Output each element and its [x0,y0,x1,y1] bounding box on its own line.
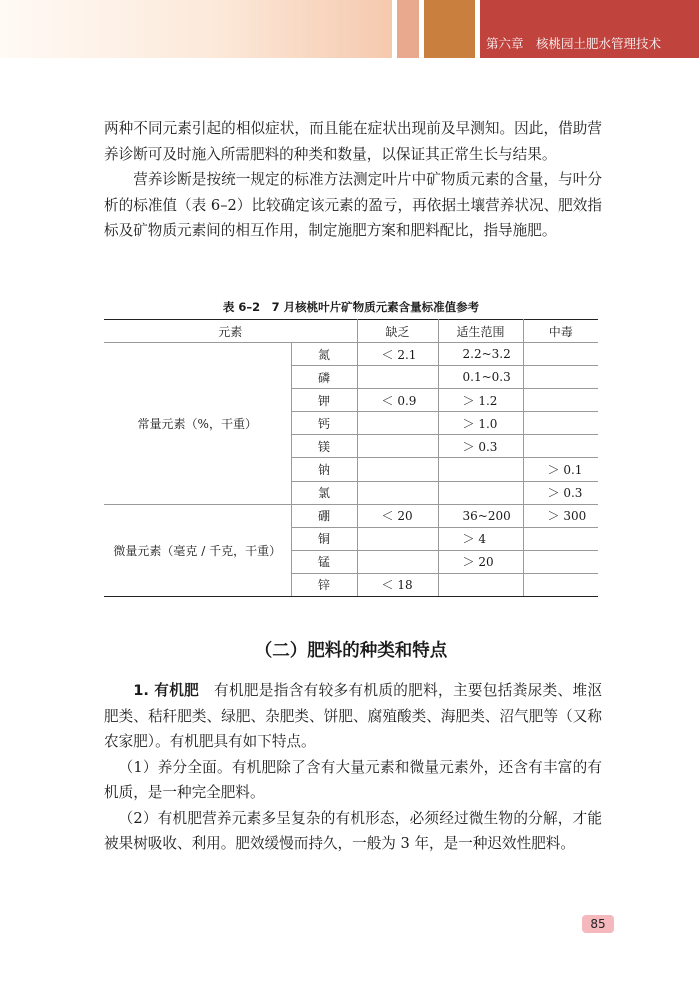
element-cell: 钠 [291,458,357,481]
element-cell: 钾 [291,389,357,412]
deficient-cell [357,412,438,435]
column-header: 元素 [104,320,357,343]
element-cell: 氮 [291,343,357,366]
optimal-cell: 36~200 [438,504,523,527]
category-cell: 微量元素（毫克 / 千克，干重） [104,504,291,596]
deficient-cell [357,366,438,389]
element-cell: 镁 [291,435,357,458]
body-text-top [104,116,602,244]
optimal-cell [438,481,523,504]
deficient-cell [357,458,438,481]
toxic-cell: ＞ 0.3 [523,481,598,504]
element-cell: 铜 [291,527,357,550]
deficient-cell [357,481,438,504]
element-cell: 磷 [291,366,357,389]
deficient-cell [357,527,438,550]
optimal-cell: ＞ 4 [438,527,523,550]
toxic-cell [523,366,598,389]
element-cell: 氯 [291,481,357,504]
header-gradient-band [0,0,392,58]
optimal-cell: ＞ 1.2 [438,389,523,412]
page-header [0,0,699,58]
category-cell: 常量元素（%，干重） [104,343,291,505]
toxic-cell [523,550,598,573]
optimal-cell: 0.1~0.3 [438,366,523,389]
optimal-cell: ＞ 0.3 [438,435,523,458]
item-text: 有机肥是指含有较多有机质的肥料，主要包括粪尿类、堆沤肥类、秸秆肥类、绿肥、杂肥类、饼肥、腐殖酸类、海肥类、沼气肥等（又称农家肥）。有机肥具有如下特点。 [104,682,602,750]
section-heading: （二）肥料的种类和特点 [254,641,448,661]
toxic-cell [523,412,598,435]
optimal-cell [438,573,523,596]
table-row [104,504,598,527]
toxic-cell: ＞ 0.1 [523,458,598,481]
toxic-cell [523,573,598,596]
toxic-cell [523,435,598,458]
toxic-cell: ＞ 300 [523,504,598,527]
header-color-block [424,0,475,58]
toxic-cell [523,343,598,366]
toxic-cell [523,527,598,550]
element-cell: 硼 [291,504,357,527]
header-color-block [397,0,419,58]
paragraph [104,678,602,755]
body-text-bottom [104,678,602,857]
element-cell: 锰 [291,550,357,573]
deficient-cell: ＜ 18 [357,573,438,596]
chapter-title: 第六章 核桃园土肥水管理技术 [480,0,699,58]
optimal-cell: 2.2~3.2 [438,343,523,366]
table-header-row [104,320,598,343]
table-row [104,343,598,366]
optimal-cell: ＞ 1.0 [438,412,523,435]
deficient-cell: ＜ 2.1 [357,343,438,366]
paragraph: （1）养分全面。有机肥除了含有大量元素和微量元素外，还含有丰富的有机质，是一种完全肥料。 [104,758,602,801]
column-header: 适生范围 [438,320,523,343]
paragraph: （2）有机肥营养元素多呈复杂的有机形态，必须经过微生物的分解，才能被果树吸收、利用。肥效缓慢而持久，一般为 3 年，是一种迟效性肥料。 [104,809,602,852]
column-header: 缺乏 [357,320,438,343]
nutrient-standard-table [104,319,598,597]
table-caption: 表 6–2 7 月核桃叶片矿物质元素含量标准值参考 [222,300,480,314]
item-label: 1. 有机肥 [133,682,200,699]
element-cell: 钙 [291,412,357,435]
optimal-cell [438,458,523,481]
deficient-cell: ＜ 0.9 [357,389,438,412]
toxic-cell [523,389,598,412]
deficient-cell [357,550,438,573]
optimal-cell: ＞ 20 [438,550,523,573]
paragraph: 营养诊断是按统一规定的标准方法测定叶片中矿物质元素的含量，与叶分析的标准值（表 6–2）比较确定该元素的盈亏，再依据土壤营养状况、肥效指标及矿物质元素间的相互作用，制定施肥方案和肥料配比，指导施肥。 [104,171,602,239]
deficient-cell [357,435,438,458]
element-cell: 锌 [291,573,357,596]
deficient-cell: ＜ 20 [357,504,438,527]
paragraph: 两种不同元素引起的相似症状，而且能在症状出现前及早测知。因此，借助营养诊断可及时施入所需肥料的种类和数量，以保证其正常生长与结果。 [104,120,602,163]
column-header: 中毒 [523,320,598,343]
page-number: 85 [582,915,614,933]
